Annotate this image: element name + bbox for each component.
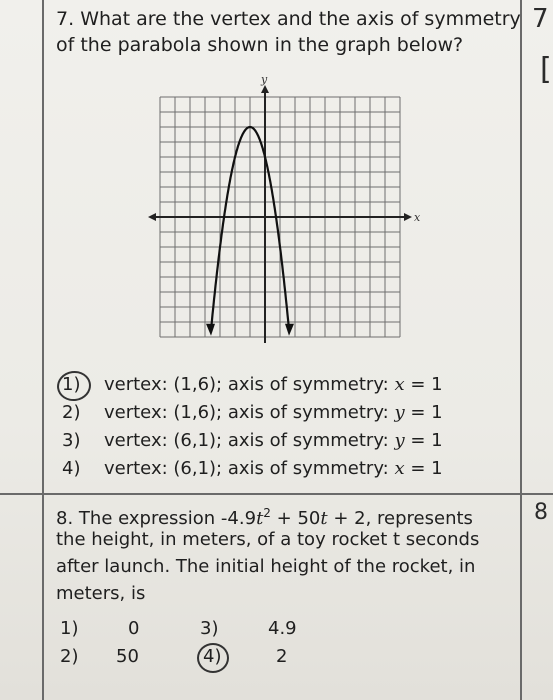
- q7-text-line1: What are the vertex and the axis of symmetry: [80, 8, 521, 30]
- q8-text-line3: after launch. The initial height of the rocket, in: [56, 556, 476, 577]
- q7-choice-var: x: [394, 374, 405, 395]
- edge-text-mid: [: [540, 52, 552, 87]
- q8-number: 8.: [56, 508, 74, 529]
- x-axis-right-arrow-icon: [404, 213, 412, 221]
- parabola-graph: [145, 73, 421, 352]
- right-border: [520, 0, 522, 700]
- parabola-right-arrow-icon: [285, 324, 294, 336]
- q7-choice-1-text: [104, 374, 443, 396]
- q8-choice-1-num: 1): [60, 618, 79, 639]
- q8-text-c: + 2, represents: [327, 508, 473, 529]
- q7-number: 7.: [56, 8, 75, 30]
- q8-text-line2: the height, in meters, of a toy rocket t seconds: [56, 529, 480, 550]
- answer-circle-q8: [197, 643, 229, 673]
- q8-choice-2-num: 2): [60, 646, 79, 667]
- q8-exponent: 2: [263, 506, 271, 520]
- q8-text-line4: meters, is: [56, 583, 146, 604]
- q7-choice-2-num: 2): [62, 402, 81, 423]
- q8-choice-2-val: 50: [116, 646, 139, 667]
- q8-choice-4-val: 2: [276, 646, 288, 667]
- q7-choice-var: y: [394, 402, 405, 423]
- edge-text-lower: 8: [534, 500, 548, 525]
- q7-choice-3-text: [104, 430, 443, 452]
- q7-choice-text: vertex: (1,6); axis of symmetry:: [104, 374, 395, 395]
- q7-choice-text: vertex: (6,1); axis of symmetry:: [104, 458, 395, 479]
- q8-choice-3-num: 3): [200, 618, 219, 639]
- q7-question-line1: [56, 8, 521, 30]
- y-axis-label: y: [261, 73, 268, 86]
- q7-choice-eq: = 1: [404, 458, 443, 479]
- parabola-left-arrow-icon: [206, 324, 215, 336]
- x-axis-label: x: [414, 211, 421, 224]
- x-axis-left-arrow-icon: [148, 213, 156, 221]
- q7-choice-text: vertex: (1,6); axis of symmetry:: [104, 402, 395, 423]
- q7-text-line2: of the parabola shown in the graph below?: [56, 34, 464, 56]
- row-divider: [0, 493, 553, 495]
- q8-var-t1: t: [256, 508, 264, 529]
- q7-choice-eq: = 1: [404, 374, 443, 395]
- q8-choice-4-num: 4): [203, 646, 222, 667]
- q7-choice-var: x: [394, 458, 405, 479]
- q7-choice-2-text: [104, 402, 443, 424]
- q8-choice-3-val: 4.9: [268, 618, 297, 639]
- y-axis-arrow-icon: [261, 85, 269, 93]
- q7-choice-text: vertex: (6,1); axis of symmetry:: [104, 430, 395, 451]
- q8-text-b: + 50: [270, 508, 321, 529]
- q8-choice-1-val: 0: [128, 618, 140, 639]
- q7-choice-var: y: [394, 430, 405, 451]
- q7-choice-4-text: [104, 458, 443, 480]
- q7-choice-eq: = 1: [404, 402, 443, 423]
- q7-choice-4-num: 4): [62, 458, 81, 479]
- q7-choice-eq: = 1: [404, 430, 443, 451]
- q7-choice-3-num: 3): [62, 430, 81, 451]
- q7-choice-1-num: 1): [62, 374, 81, 395]
- left-border: [42, 0, 44, 700]
- q8-question-line1: [56, 502, 473, 530]
- answer-circle-q7: [55, 369, 93, 403]
- q8-text-a: The expression -4.9: [78, 508, 257, 529]
- q8-var-t2: t: [320, 508, 328, 529]
- edge-text-top: 7: [532, 4, 549, 34]
